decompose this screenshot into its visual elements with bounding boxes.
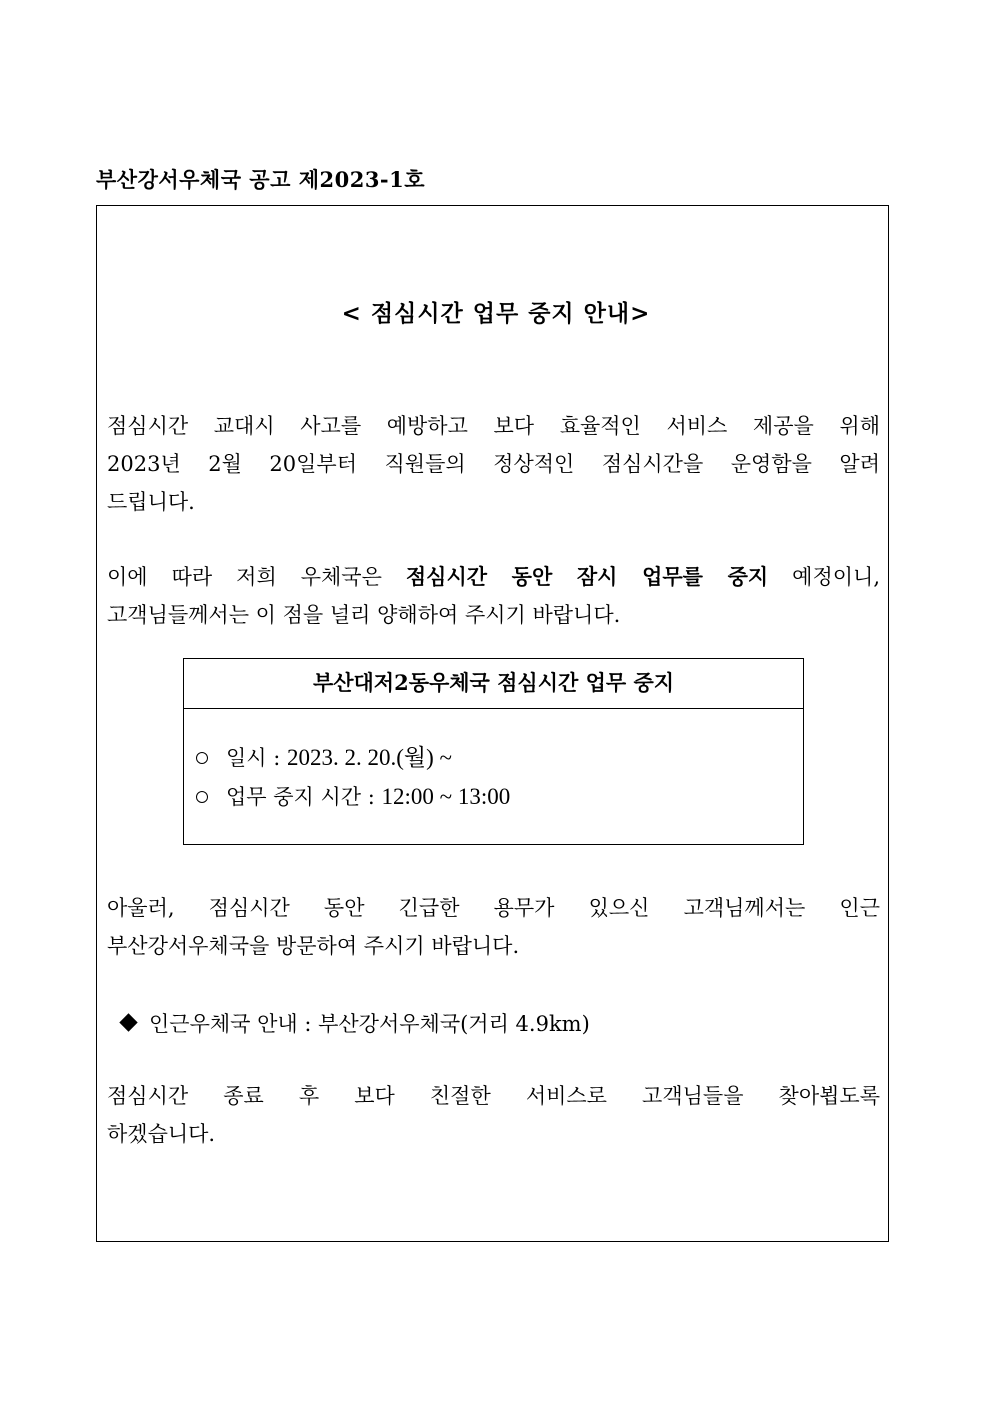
info-item-date [196, 739, 452, 772]
suspension-suffix: 예정이니, [768, 565, 880, 589]
circle-bullet-icon [196, 752, 208, 764]
alternative-paragraph [107, 889, 880, 965]
closing-line-2: 하겠습니다. [107, 1122, 216, 1146]
circle-bullet-icon [196, 791, 208, 803]
info-box [183, 658, 804, 845]
intro-line-3: 드립니다. [107, 490, 195, 514]
alternative-line-2: 부산강서우체국을 방문하여 주시기 바랍니다. [107, 934, 520, 958]
closing-line-1: 점심시간 종료 후 보다 친절한 서비스로 고객님들을 찾아뵙도록 [107, 1084, 880, 1108]
intro-line-2: 2023년 2월 20일부터 직원들의 정상적인 점심시간을 운영함을 알려 [107, 452, 880, 476]
nearby-office-label: 인근우체국 안내 : [149, 1012, 319, 1036]
intro-paragraph [107, 407, 880, 521]
nearby-office-info [118, 1008, 590, 1038]
info-item-value: 12:00 ~ 13:00 [381, 784, 511, 809]
info-box-header: 부산대저2동우체국 점심시간 업무 중지 [184, 659, 803, 709]
suspension-paragraph [107, 558, 880, 634]
notice-title: < 점심시간 업무 중지 안내> [341, 300, 651, 327]
info-item-value: 2023. 2. 20.(월) ~ [287, 745, 452, 770]
alternative-line-1: 아울러, 점심시간 동안 긴급한 용무가 있으신 고객님께서는 인근 [107, 896, 880, 920]
info-item-label: 일시 : [226, 746, 287, 770]
closing-paragraph [107, 1077, 880, 1153]
diamond-bullet-icon [119, 1013, 137, 1031]
notice-number: 부산강서우체국 공고 제2023-1호 [96, 167, 426, 192]
nearby-office-value: 부산강서우체국(거리 4.9km) [318, 1012, 590, 1036]
intro-line-1: 점심시간 교대시 사고를 예방하고 보다 효율적인 서비스 제공을 위해 [107, 414, 880, 438]
suspension-line-1 [107, 558, 880, 596]
suspension-emphasis: 점심시간 동안 잠시 업무를 중지 [405, 564, 769, 589]
info-item-label: 업무 중지 시간 : [226, 785, 382, 809]
suspension-line-2: 고객님들께서는 이 점을 널리 양해하여 주시기 바랍니다. [107, 603, 621, 627]
info-item-time [196, 781, 510, 811]
suspension-prefix: 이에 따라 저희 우체국은 [107, 565, 406, 589]
